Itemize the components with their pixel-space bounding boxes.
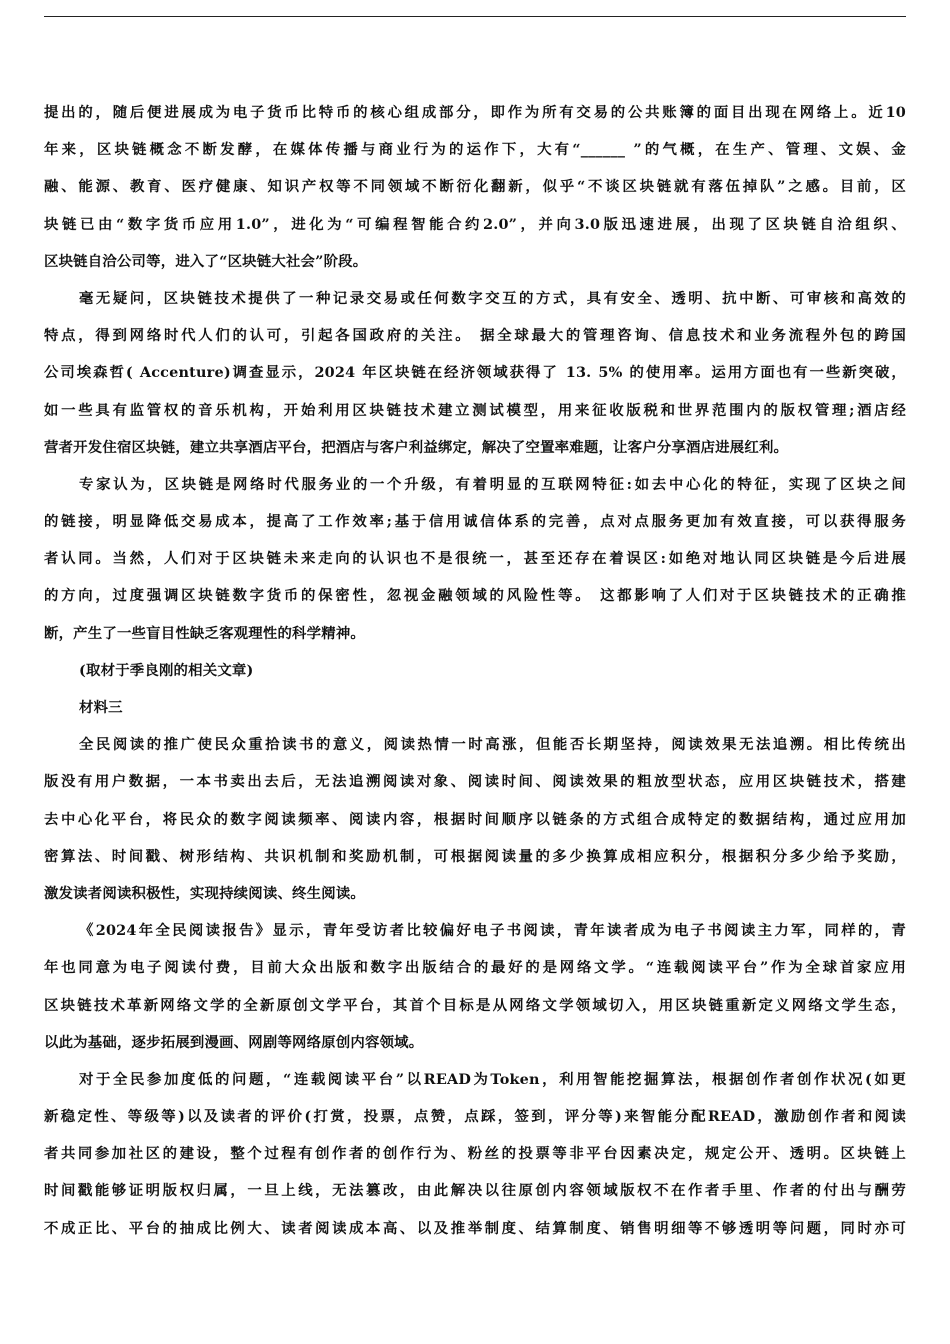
text-line: 毫无疑问，区块链技术提供了一种记录交易或任何数字交互的方式，具有安全、透明、抗中断、可审核和高效的 bbox=[79, 289, 906, 307]
text-line: 区块链自洽公司等，进入了“区块链大社会”阶段。 bbox=[44, 252, 368, 270]
text-line: 的方向，过度强调区块链数字货币的保密性，忽视金融领域的风险性等。 这都影响了人们对于区块链技术的正确推 bbox=[44, 587, 906, 605]
text-line: 营者开发住宿区块链，建立共享酒店平台，把酒店与客户利益绑定，解决了空置率难题，让客户分享酒店进展红利。 bbox=[44, 438, 789, 456]
text-line: 者共同参加社区的建设，整个过程有创作者的创作行为、粉丝的投票等非平台因素决定，规定公开、透明。区块链上 bbox=[44, 1145, 906, 1163]
text-line: 时间戳能够证明版权归属，一旦上线，无法篡改，由此解决以往原创内容领域版权不在作者手里、作者的付出与酬劳 bbox=[44, 1182, 906, 1200]
text-line: 密算法、时间戳、树形结构、共识机制和奖励机制，可根据阅读量的多少换算成相应积分，根据积分多少给予奖励， bbox=[44, 847, 906, 865]
top-rule bbox=[44, 16, 906, 17]
text-line: 新稳定性、等级等)以及读者的评价(打赏，投票，点赞，点踩，签到，评分等)来智能分配READ，激励创作者和阅读 bbox=[44, 1108, 906, 1126]
text-line: 年也同意为电子阅读付费，目前大众出版和数字出版结合的最好的是网络文学。“连载阅读平台”作为全球首家应用 bbox=[44, 959, 906, 977]
text-line: 断，产生了一些盲目性缺乏客观理性的科学精神。 bbox=[44, 624, 365, 642]
text-line: 区块链技术革新网络文学的全新原创文学平台，其首个目标是从网络文学领域切入，用区块链重新定义网络文学生态， bbox=[44, 996, 906, 1014]
text-line: 材料三 bbox=[79, 699, 123, 716]
text-line: 块链已由“数字货币应用1.0”，进化为“可编程智能合约2.0”，并向3.0版迅速进展，出现了区块链自洽组织、 bbox=[44, 215, 906, 233]
document-body bbox=[44, 94, 906, 1247]
text-line: 融、能源、教育、医疗健康、知识产权等不同领域不断衍化翻新，似乎“不谈区块链就有落伍掉队”之感。目前，区 bbox=[44, 178, 906, 196]
text-line: (取材于季良刚的相关文章) bbox=[79, 661, 254, 679]
text-line: 如一些具有监管权的音乐机构，开始利用区块链技术建立测试模型，用来征收版税和世界范围内的版权管理;酒店经 bbox=[44, 401, 906, 419]
text-line: 年来，区块链概念不断发酵，在媒体传播与商业行为的运作下，大有“______ ”的气概，在生产、管理、文娱、金 bbox=[44, 141, 906, 159]
text-line: 对于全民参加度低的问题，“连载阅读平台”以READ为Token，利用智能挖掘算法，根据创作者创作状况(如更 bbox=[79, 1070, 906, 1088]
text-line: 《2024年全民阅读报告》显示，青年受访者比较偏好电子书阅读，青年读者成为电子书阅读主力军，同样的，青 bbox=[79, 922, 906, 940]
text-line: 公司埃森哲( Accenture)调查显示，2024 年区块链在经济领域获得了 13. 5% 的使用率。运用方面也有一些新突破， bbox=[44, 364, 906, 382]
text-line: 提出的，随后便进展成为电子货币比特币的核心组成部分，即作为所有交易的公共账簿的面目出现在网络上。近10 bbox=[44, 104, 906, 121]
text-line: 的链接，明显降低交易成本，提高了工作效率;基于信用诚信体系的完善，点对点服务更加有效直接，可以获得服务 bbox=[44, 513, 906, 531]
text-line: 激发读者阅读积极性，实现持续阅读、终生阅读。 bbox=[44, 884, 365, 902]
text-line: 版没有用户数据，一本书卖出去后，无法追溯阅读对象、阅读时间、阅读效果的粗放型状态，应用区块链技术，搭建 bbox=[44, 773, 906, 791]
text-line: 去中心化平台，将民众的数字阅读频率、阅读内容，根据时间顺序以链条的方式组合成特定的数据结构，通过应用加 bbox=[44, 810, 906, 828]
text-line: 不成正比、平台的抽成比例大、读者阅读成本高、以及推举制度、结算制度、销售明细等不够透明等问题，同时亦可 bbox=[44, 1219, 906, 1237]
text-line: 特点，得到网络时代人们的认可，引起各国政府的关注。 据全球最大的管理咨询、信息技术和业务流程外包的跨国 bbox=[44, 327, 906, 345]
text-line: 者认同。当然，人们对于区块链未来走向的认识也不是很统一，甚至还存在着误区:如绝对地认同区块链是今后进展 bbox=[44, 550, 906, 568]
text-line: 全民阅读的推广使民众重拾读书的意义，阅读热情一时高涨，但能否长期坚持，阅读效果无法追溯。相比传统出 bbox=[79, 736, 906, 754]
text-line: 专家认为，区块链是网络时代服务业的一个升级，有着明显的互联网特征:如去中心化的特征，实现了区块之间 bbox=[79, 475, 906, 493]
text-line: 以此为基础，逐步拓展到漫画、网剧等网络原创内容领域。 bbox=[44, 1033, 424, 1051]
